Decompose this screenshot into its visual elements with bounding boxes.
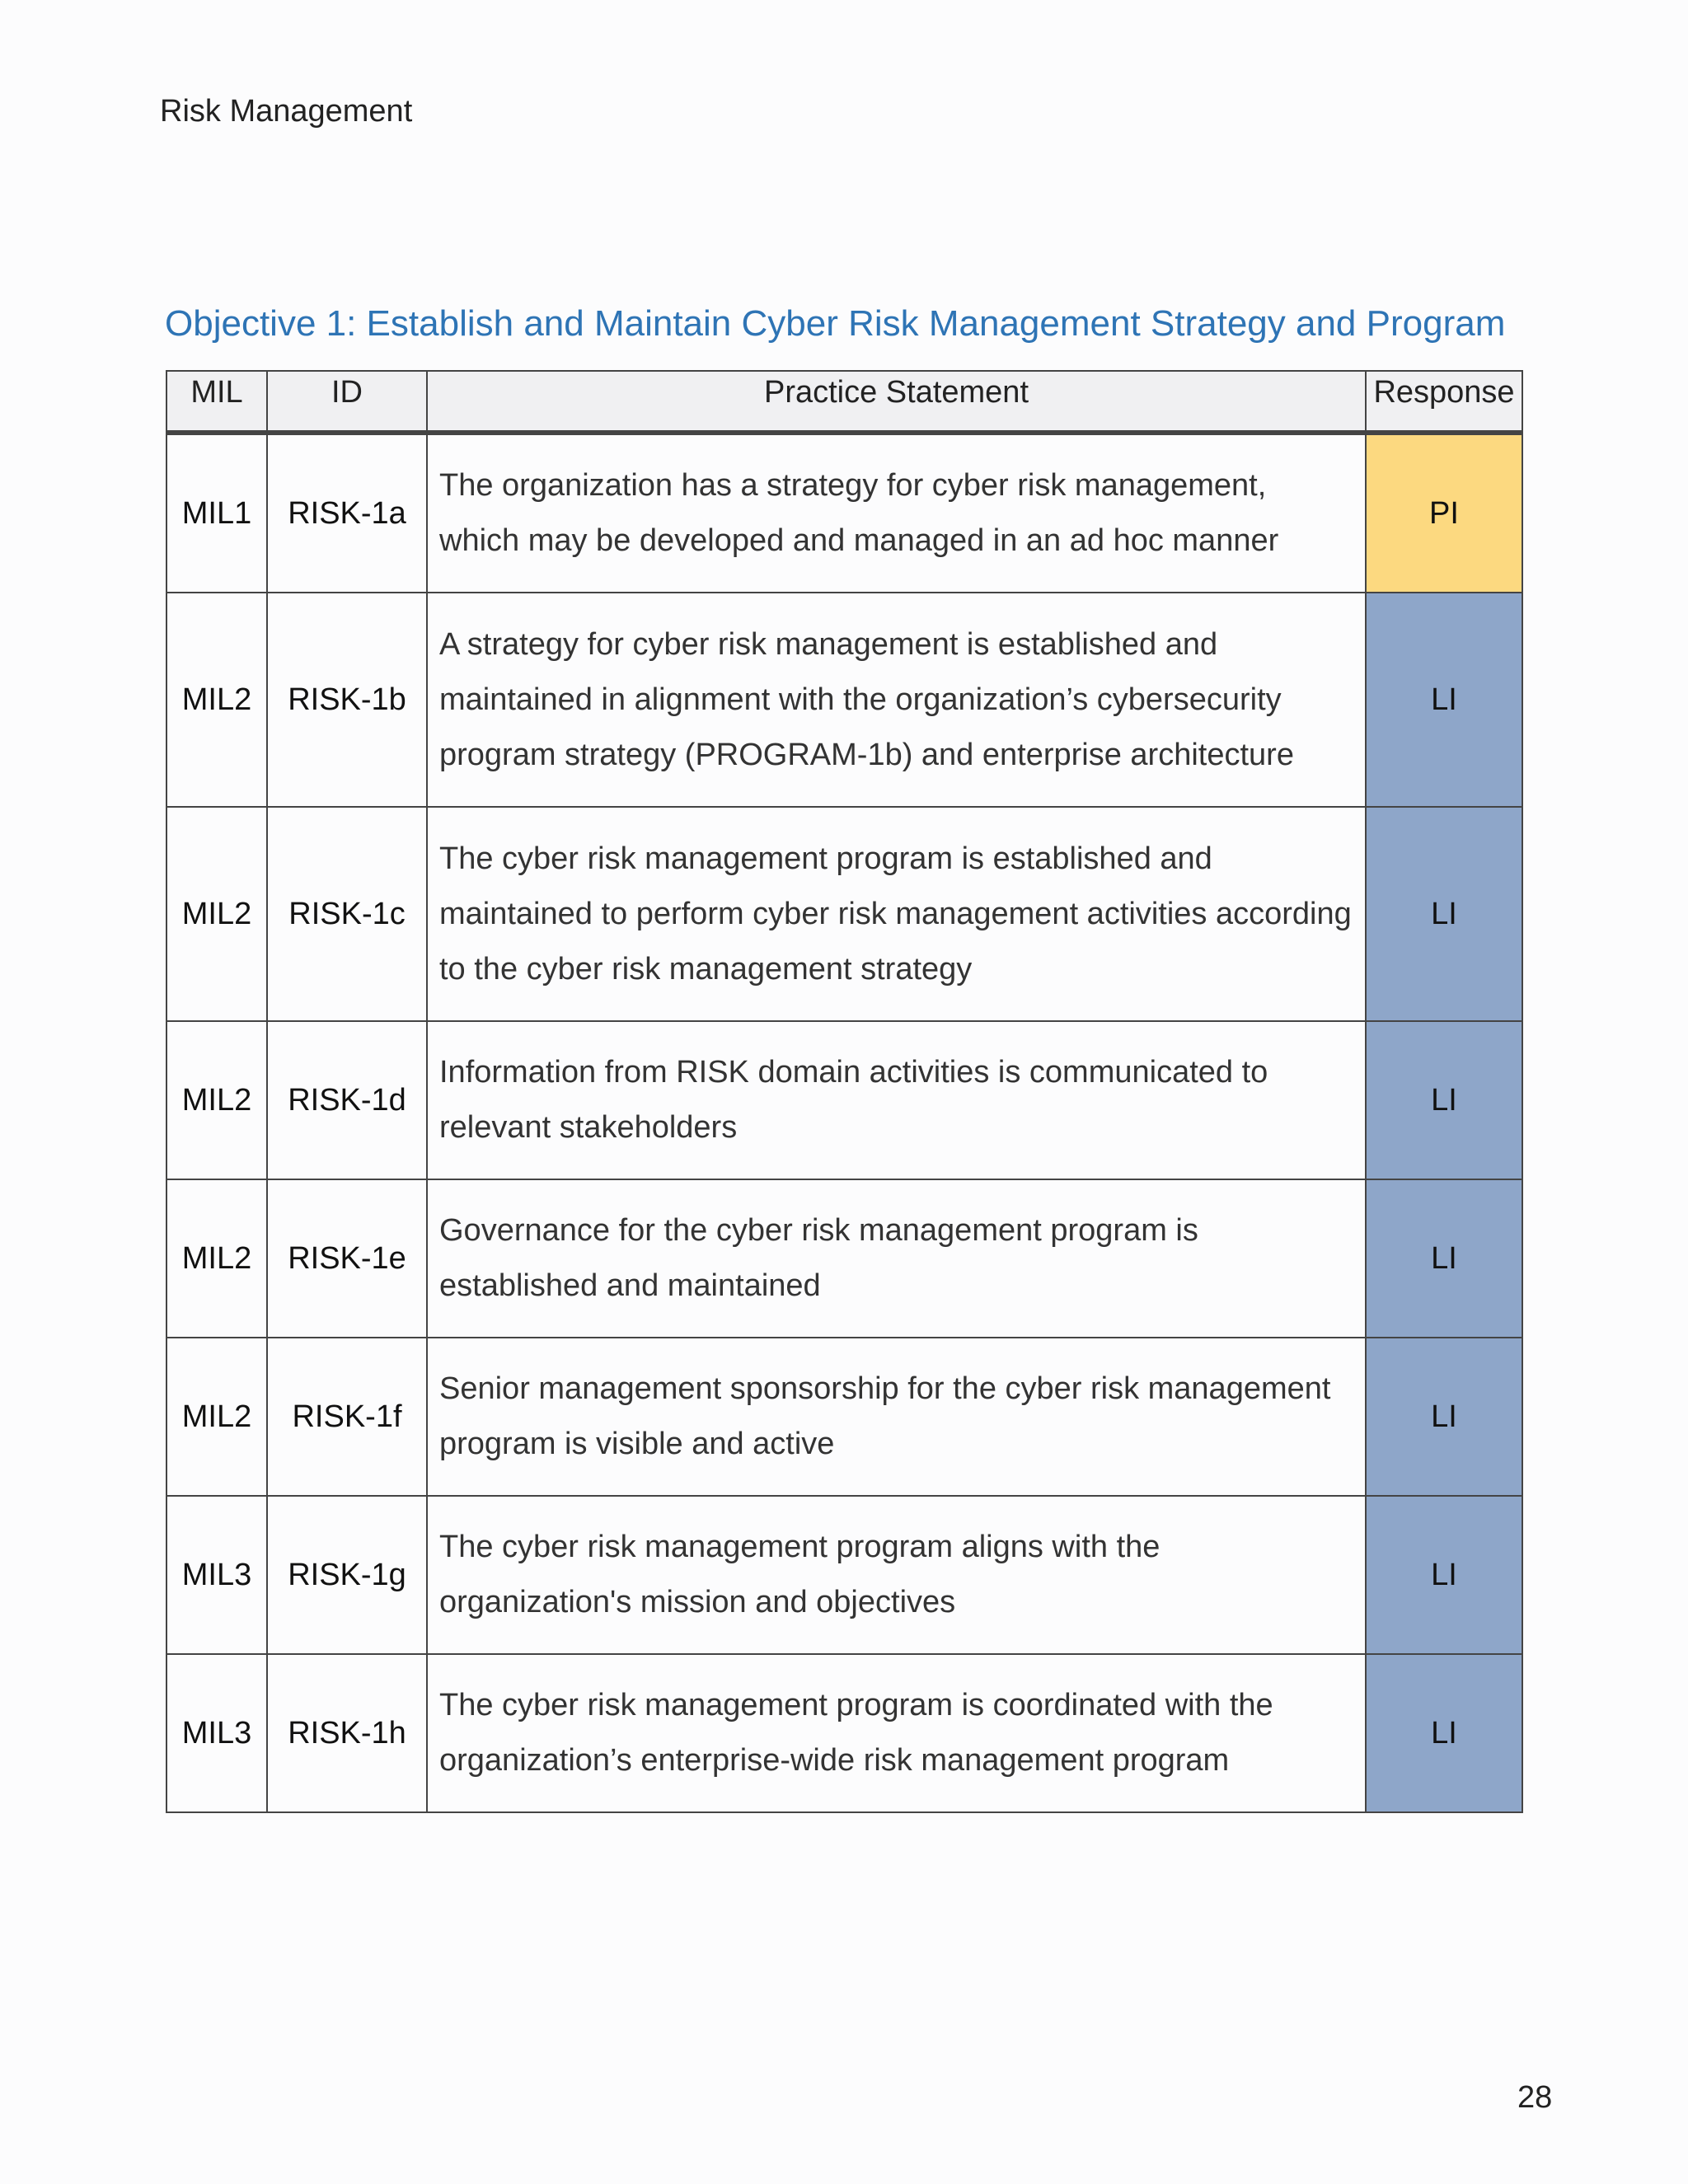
statement-cell: The organization has a strategy for cyber risk management, which may be developed and managed in an ad hoc manner — [427, 433, 1366, 593]
statement-cell: The cyber risk management program is established and maintained to perform cyber risk management activities according to the cyber risk management strategy — [427, 807, 1366, 1021]
mil-cell: MIL2 — [166, 1021, 267, 1179]
statement-cell: Governance for the cyber risk management program is established and maintained — [427, 1179, 1366, 1338]
id-cell: RISK-1g — [267, 1496, 427, 1654]
table-row — [166, 1496, 1522, 1654]
table-row — [166, 1179, 1522, 1338]
table-row — [166, 1338, 1522, 1496]
column-header-id: ID — [267, 371, 427, 433]
column-header-response: Response — [1366, 371, 1522, 433]
response-cell: PI — [1366, 433, 1522, 593]
id-cell: RISK-1e — [267, 1179, 427, 1338]
response-cell: LI — [1366, 1021, 1522, 1179]
id-cell: RISK-1a — [267, 433, 427, 593]
statement-cell: Information from RISK domain activities is communicated to relevant stakeholders — [427, 1021, 1366, 1179]
statement-cell: The cyber risk management program aligns with the organization's mission and objectives — [427, 1496, 1366, 1654]
id-cell: RISK-1b — [267, 593, 427, 807]
response-cell: LI — [1366, 1496, 1522, 1654]
table-row — [166, 807, 1522, 1021]
id-cell: RISK-1c — [267, 807, 427, 1021]
response-cell: LI — [1366, 593, 1522, 807]
statement-cell: A strategy for cyber risk management is established and maintained in alignment with the organization’s cybersecurity program strategy (PROGRAM-1b) and enterprise architecture — [427, 593, 1366, 807]
response-cell: LI — [1366, 1179, 1522, 1338]
response-cell: LI — [1366, 1654, 1522, 1812]
statement-cell: The cyber risk management program is coordinated with the organization’s enterprise-wide risk management program — [427, 1654, 1366, 1812]
mil-cell: MIL3 — [166, 1654, 267, 1812]
table-row — [166, 593, 1522, 807]
id-cell: RISK-1d — [267, 1021, 427, 1179]
mil-cell: MIL1 — [166, 433, 267, 593]
table-header-row — [166, 371, 1522, 433]
running-header: Risk Management — [160, 94, 413, 129]
column-header-mil: MIL — [166, 371, 267, 433]
mil-cell: MIL2 — [166, 593, 267, 807]
mil-cell: MIL2 — [166, 1338, 267, 1496]
table-row — [166, 433, 1522, 593]
response-cell: LI — [1366, 1338, 1522, 1496]
table-row — [166, 1654, 1522, 1812]
response-cell: LI — [1366, 807, 1522, 1021]
table-row — [166, 1021, 1522, 1179]
statement-cell: Senior management sponsorship for the cyber risk management program is visible and active — [427, 1338, 1366, 1496]
id-cell: RISK-1h — [267, 1654, 427, 1812]
practice-table — [166, 370, 1523, 1813]
mil-cell: MIL2 — [166, 807, 267, 1021]
objective-title: Objective 1: Establish and Maintain Cyber Risk Management Strategy and Program — [165, 303, 1506, 344]
mil-cell: MIL2 — [166, 1179, 267, 1338]
mil-cell: MIL3 — [166, 1496, 267, 1654]
column-header-statement: Practice Statement — [427, 371, 1366, 433]
page-number: 28 — [1517, 2080, 1553, 2115]
id-cell: RISK-1f — [267, 1338, 427, 1496]
